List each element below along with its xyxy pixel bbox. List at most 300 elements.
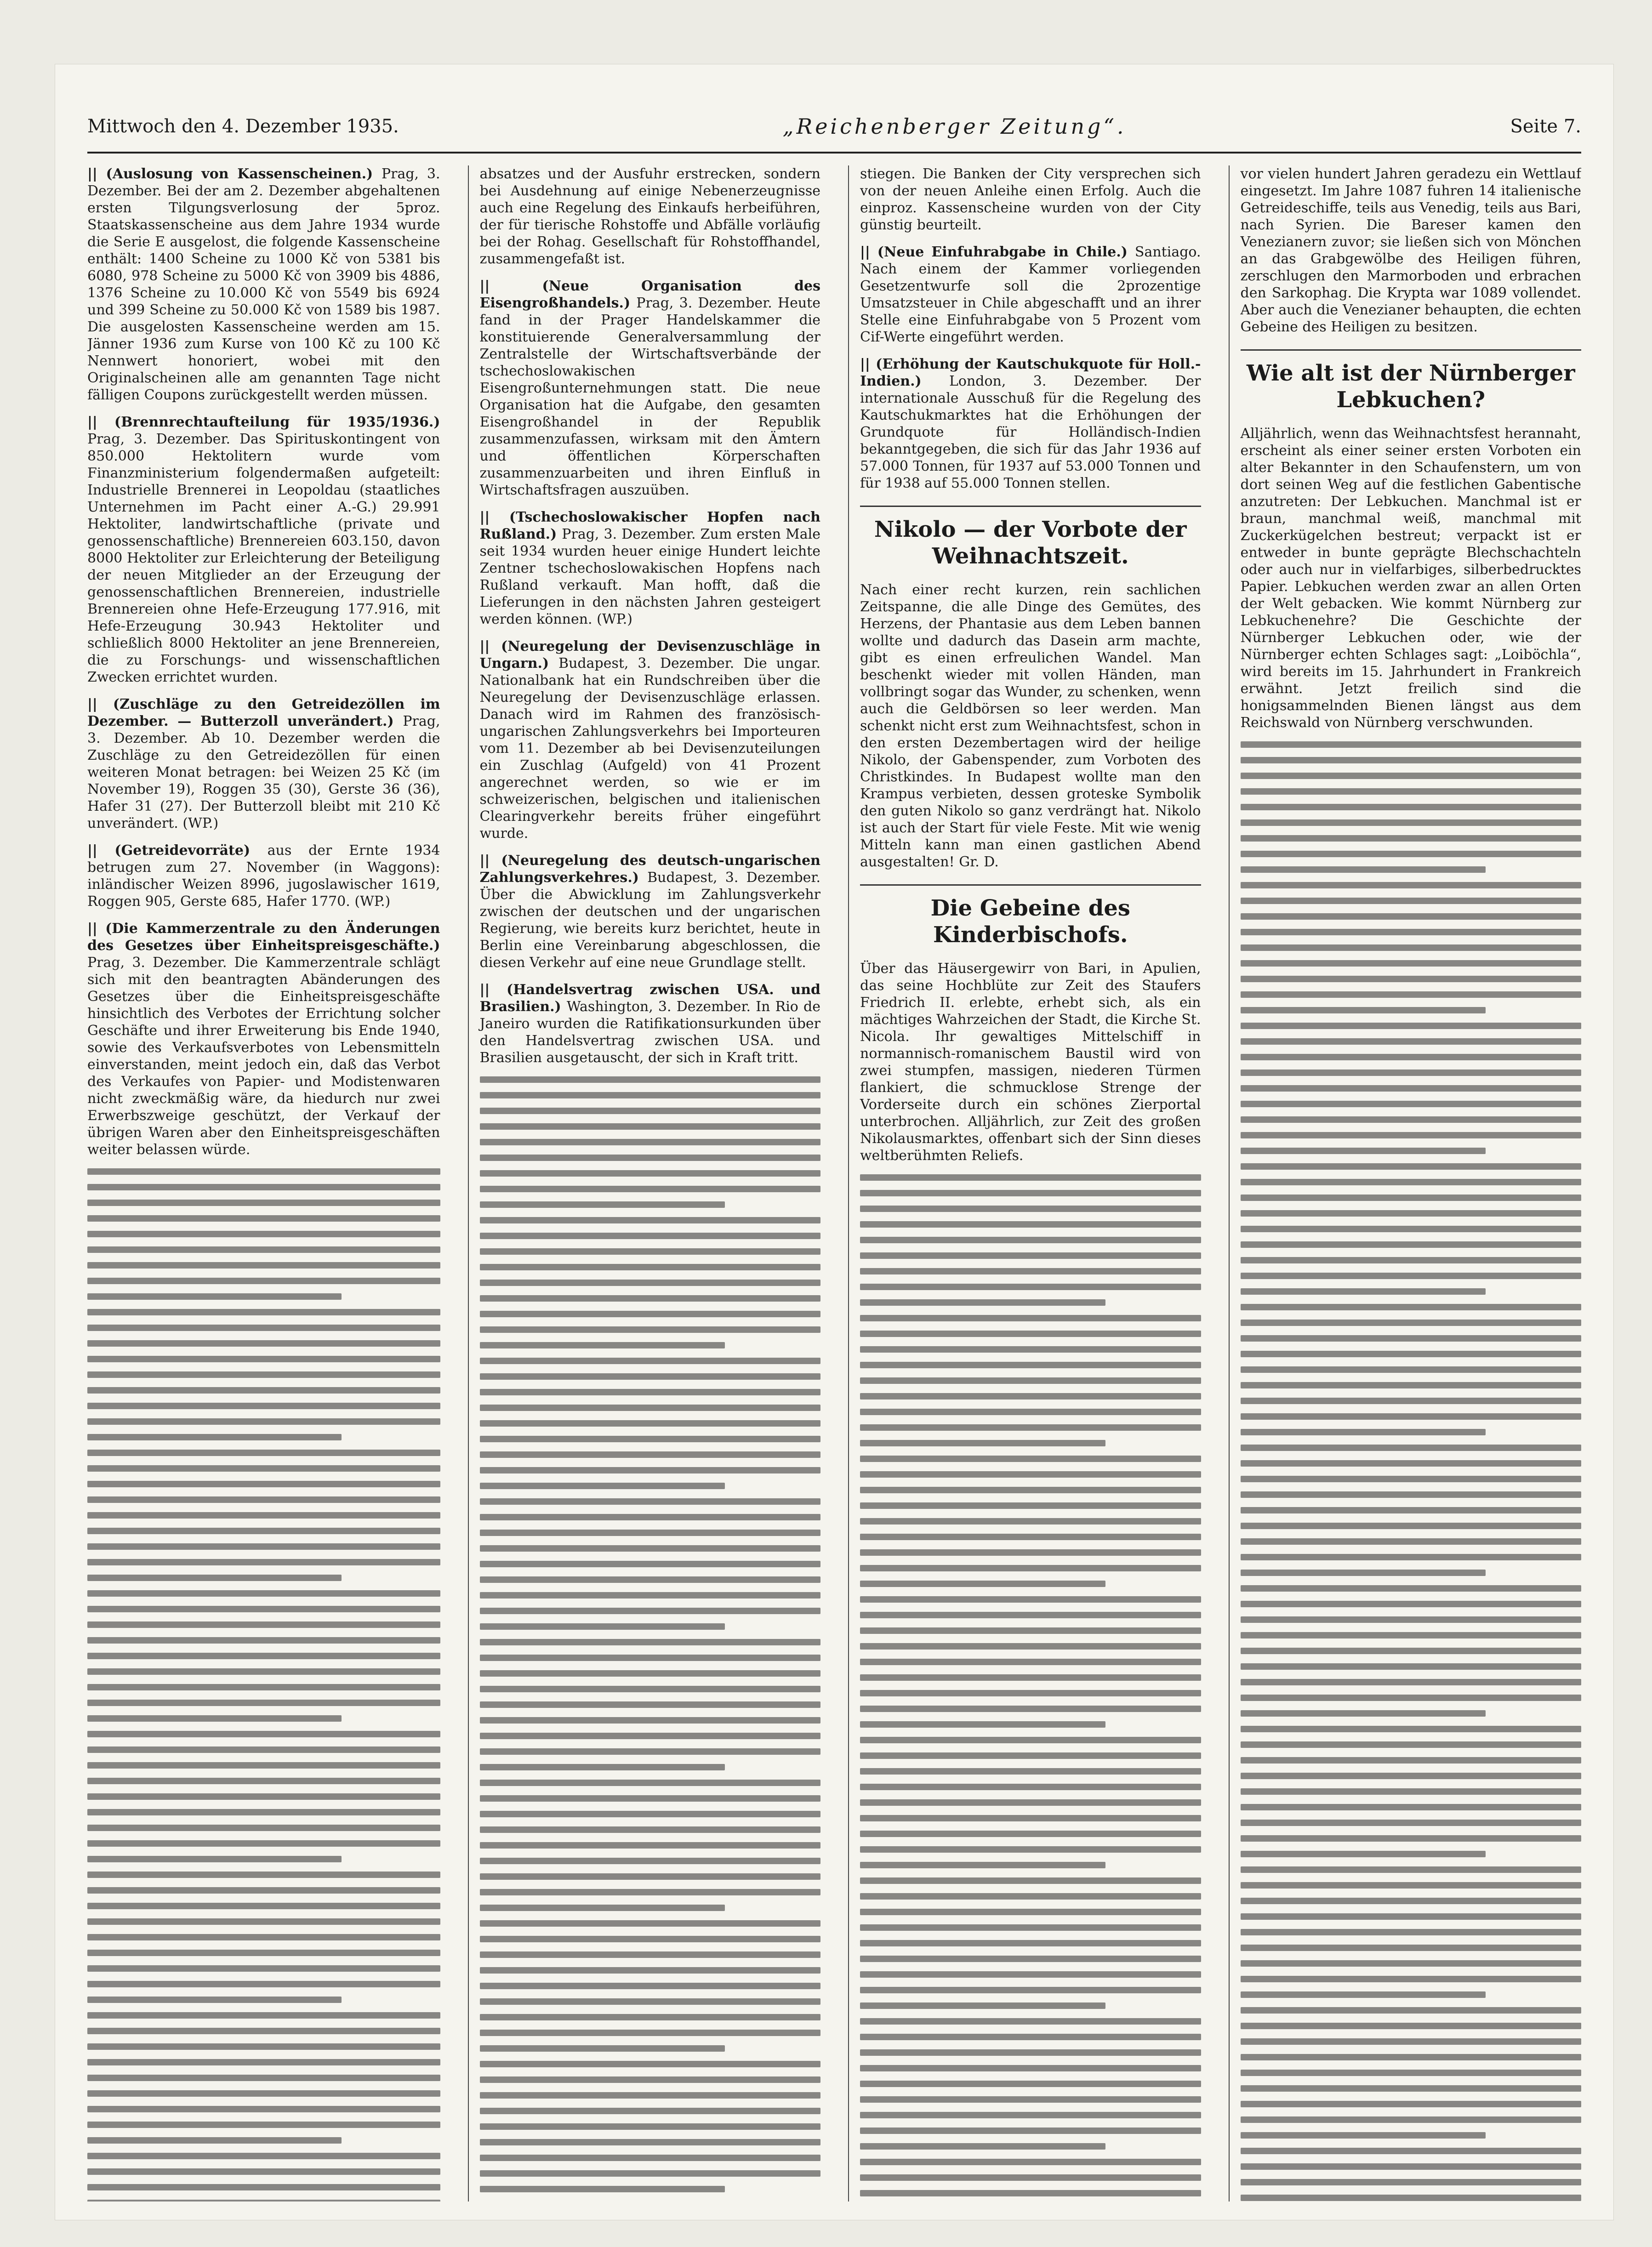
text-line	[1241, 1429, 1486, 1435]
text-line	[860, 1190, 1201, 1196]
article-text: || (Erhöhung der Kautschukquote für Holl.-Indien.) London, 3. Dezember. Der internationale Ausschuß für die Regelung des Kautschukmarktes hat die Erhöhungen der Grundquote für Holländisch-Indien bekanntgegeben, die sich für das Jahr 1936 auf 57.000 Tonnen, für 1937 auf 53.000 Tonnen und für 1938 auf 55.000 Tonnen stellen.	[860, 356, 1201, 491]
text-line	[87, 1653, 440, 1659]
article	[87, 165, 440, 404]
text-line	[860, 1909, 1201, 1915]
text-line	[1241, 2023, 1582, 2029]
column-2	[468, 165, 821, 2201]
text-line	[480, 1092, 821, 1098]
text-line	[87, 2168, 440, 2175]
text-line	[860, 1284, 1201, 1290]
text-line	[860, 1784, 1201, 1790]
text-line	[860, 1674, 1201, 1681]
text-line	[87, 1262, 440, 1269]
text-line	[480, 1623, 725, 1630]
text-line	[87, 1465, 440, 1472]
text-line	[480, 1451, 821, 1458]
article	[87, 696, 440, 832]
text-line	[87, 1278, 440, 1284]
text-line	[87, 1606, 440, 1612]
text-line	[480, 1155, 821, 1161]
text-line	[87, 1825, 440, 1831]
text-line	[87, 1621, 440, 1628]
page-number: Seite 7.	[1510, 116, 1581, 137]
text-line	[860, 2112, 1201, 2118]
article-title: Wie alt ist der Nürnberger Lebkuchen?	[1241, 349, 1582, 413]
text-line	[1241, 866, 1486, 873]
text-line	[860, 1502, 1201, 1509]
header-date: Mittwoch den 4. Dezember 1935.	[87, 116, 399, 137]
text-line	[860, 1737, 1201, 1743]
text-line	[860, 1206, 1201, 1212]
text-line	[480, 1139, 821, 1145]
text-line	[480, 2030, 821, 2036]
text-line	[480, 1967, 821, 1974]
article-head: || (Auslosung von Kassenscheinen.)	[87, 166, 382, 182]
text-line	[860, 1299, 1105, 1306]
text-line	[1241, 1945, 1582, 1951]
article-head: || (Tschechoslowakischer Hopfen nach Rußland.)	[479, 509, 820, 542]
text-line	[480, 1920, 821, 1927]
text-line	[1241, 1320, 1582, 1326]
article	[860, 244, 1201, 346]
article-text: || (Handelsvertrag zwischen USA. und Brasilien.) Washington, 3. Dezember. In Rio de Janeiro wurden die Ratifikationsurkunden über den Handelsvertrag zwischen USA. und Brasilien ausgetauscht, der sich in Kraft tritt.	[479, 982, 820, 1066]
text-line	[480, 1076, 821, 1083]
text-line	[87, 1887, 440, 1894]
text-line	[860, 1815, 1201, 1821]
text-line	[1241, 1398, 1582, 1404]
text-line	[480, 1483, 725, 1489]
text-line	[860, 1393, 1201, 1399]
text-line	[1241, 1991, 1486, 1998]
text-line	[87, 1715, 342, 1722]
text-line	[480, 1951, 821, 1958]
text-line	[480, 1873, 821, 1880]
text-line	[480, 1326, 821, 1333]
text-line	[1241, 2195, 1582, 2201]
text-line	[87, 1231, 440, 1237]
text-line	[480, 1170, 821, 1177]
text-line	[860, 1409, 1201, 1415]
text-line	[480, 2045, 725, 2052]
text-line	[1241, 1304, 1582, 1310]
text-line	[1241, 1491, 1582, 1498]
text-line	[87, 1856, 342, 1862]
text-line	[87, 1200, 440, 1206]
text-line	[860, 1643, 1201, 1650]
header-rule	[87, 152, 1581, 154]
text-line	[1241, 2070, 1582, 2076]
text-line	[480, 1686, 821, 1692]
text-line	[860, 1581, 1105, 1587]
text-line	[87, 1903, 440, 1909]
text-line	[860, 1549, 1201, 1556]
text-line	[480, 1545, 821, 1552]
text-line	[1241, 882, 1582, 888]
text-line	[860, 2190, 1201, 2196]
text-line	[1241, 1585, 1582, 1592]
text-line	[87, 2153, 440, 2159]
text-line	[480, 1405, 821, 1411]
article-text: stiegen. Die Banken der City versprechen sich von der neuen Anleihe einen Erfolg. Auch die einproz. Kassenscheine wurden von der City günstig beurteilt.	[860, 166, 1201, 233]
text-filler	[480, 1076, 821, 2201]
text-line	[87, 1965, 440, 1972]
text-line	[480, 1201, 725, 1208]
article-title: Die Gebeine des Kinderbischofs.	[860, 884, 1201, 948]
text-line	[860, 1971, 1201, 1978]
text-line	[480, 1655, 821, 1661]
newspaper-title: „Reichenberger Zeitung“.	[782, 114, 1127, 139]
article-title: Nikolo — der Vorbote der Weihnachtszeit.	[860, 506, 1201, 569]
text-line	[480, 1670, 821, 1677]
text-line	[860, 2159, 1201, 2165]
text-line	[87, 1403, 440, 1409]
text-line	[87, 1668, 440, 1675]
text-line	[1241, 1335, 1582, 1342]
text-line	[87, 1731, 440, 1737]
text-line	[480, 1217, 821, 1223]
article	[860, 356, 1201, 492]
text-line	[480, 1764, 725, 1770]
text-line	[1241, 2179, 1582, 2185]
text-line	[480, 2186, 725, 2192]
text-line	[87, 1762, 440, 1769]
text-line	[1241, 976, 1582, 982]
article-head: || (Neue Einfuhrabgabe in Chile.)	[860, 244, 1135, 260]
text-line	[87, 2200, 440, 2201]
text-line	[860, 1174, 1201, 1181]
text-line	[87, 1387, 440, 1394]
text-line	[87, 1684, 440, 1690]
text-line	[1241, 1179, 1582, 1185]
text-line	[480, 1264, 821, 1270]
text-line	[1241, 788, 1582, 795]
text-line	[1241, 2038, 1582, 2045]
text-line	[480, 1701, 821, 1708]
text-line	[480, 1358, 821, 1364]
article-text: || (Die Kammerzentrale zu den Änderungen des Gesetzes über Einheitspreisgeschäfte.) Prag, 3. Dezember. Die Kammerzentrale schlägt sich mit den beantragten Abänderungen des Gesetzes über die Einheitspreisgeschäfte hinsichtlich des Verbotes der Errichtung solcher Geschäfte und ihrer Erweiterung bis Ende 1940, sowie des Verkaufsverbotes von Lebensmitteln einverstanden, meint jedoch ein, daß das Verbot des Verkaufes von Papier- und Modistenwaren nicht zweckmäßig wäre, da hiedurch nur zwei Erwerbszweige geschützt, der Verkauf der übrigen Waren aber den Einheitspreisgeschäften weiter belassen würde.	[87, 921, 440, 1158]
text-line	[1241, 913, 1582, 920]
text-line	[860, 1956, 1201, 1962]
text-line	[1241, 1273, 1582, 1279]
newspaper-page	[55, 64, 1613, 2220]
text-line	[480, 1467, 821, 1473]
text-line	[860, 1456, 1201, 1462]
text-line	[1241, 1601, 1582, 1607]
text-line	[1241, 929, 1582, 935]
article-head: || (Die Kammerzentrale zu den Änderungen des Gesetzes über Einheitspreisgeschäfte.)	[87, 921, 440, 954]
article	[480, 278, 821, 499]
column-3	[848, 165, 1201, 2201]
text-line	[480, 2076, 821, 2083]
text-line	[1241, 1726, 1582, 1732]
text-line	[480, 2061, 821, 2067]
text-line	[860, 1424, 1201, 1431]
text-line	[1241, 1445, 1582, 1451]
text-line	[87, 1918, 440, 1925]
text-line	[480, 1108, 821, 1114]
article-head: || (Erhöhung der Kautschukquote für Holl.-Indien.)	[860, 356, 1201, 389]
text-line	[480, 1561, 821, 1567]
text-line	[860, 1768, 1201, 1775]
article-text: Über das Häusergewirr von Bari, in Apulien, das seine Hochblüte zur Zeit des Staufers Friedrich II. erlebte, erhebt sich, als ein mächtiges Wahrzeichen der Stadt, die Kirche St. Nicola. Ihr gewaltiges Mittelschiff in normannisch-romanischem Baustil wird von zwei stumpfen, massigen, niederen Türmen flankiert, die schmucklose Strenge der Vorderseite durch ein schönes Zierportal unterbrochen. Alljährlich, zur Zeit des großen Nikolausmarktes, offenbart sich der Sinn dieses weltberühmten Reliefs.	[860, 961, 1201, 1164]
text-line	[1241, 1132, 1582, 1138]
text-line	[860, 1362, 1201, 1368]
text-line	[860, 1690, 1201, 1696]
text-line	[87, 2043, 440, 2050]
text-line	[480, 1295, 821, 1302]
text-line	[1241, 2101, 1582, 2107]
text-line	[87, 1590, 440, 1597]
text-line	[860, 1893, 1201, 1900]
text-line	[87, 2122, 440, 2128]
article-text: vor vielen hundert Jahren geradezu ein Wettlauf eingesetzt. Im Jahre 1087 fuhren 14 italienische Getreideschiffe, teils aus Venedig, teils aus Bari, nach Syrien. Die Bareser kamen den Venezianern zuvor; sie ließen sich von Mönchen an das Grabgewölbe des Heiligen führen, zerschlugen den Marmorboden und erbrachen den Sarkophag. Die Krypta war 1089 vollendet. Aber auch die Venezianer behaupten, die echten Gebeine des Heiligen zu besitzen.	[1240, 166, 1581, 335]
text-line	[480, 1733, 821, 1739]
text-line	[480, 1389, 821, 1395]
text-line	[1241, 1148, 1486, 1154]
text-line	[1241, 1616, 1582, 1623]
text-line	[1241, 1538, 1582, 1545]
text-line	[860, 1752, 1201, 1759]
text-line	[1241, 1460, 1582, 1467]
text-line	[860, 1799, 1201, 1806]
text-line	[860, 2143, 1105, 2150]
text-line	[860, 1534, 1201, 1540]
text-line	[87, 1637, 440, 1644]
article-text: || (Getreidevorräte) aus der Ernte 1934 betrugen zum 27. November (in Waggons): inländischer Weizen 8996, jugoslawischer 1619, Roggen 905, Gerste 685, Hafer 1770. (WP.)	[87, 842, 440, 910]
text-line	[860, 1862, 1105, 1868]
text-line	[1241, 1038, 1582, 1045]
text-line	[860, 1612, 1201, 1618]
text-line	[860, 2049, 1201, 2056]
text-line	[87, 1371, 440, 1378]
text-line	[1241, 835, 1582, 842]
text-line	[1241, 1710, 1486, 1717]
text-line	[87, 1450, 440, 1456]
text-line	[1241, 1413, 1582, 1420]
text-line	[860, 1331, 1201, 1337]
article-columns	[87, 165, 1581, 2201]
text-line	[1241, 1523, 1582, 1529]
text-line	[87, 2184, 440, 2190]
text-line	[1241, 1101, 1582, 1107]
text-line	[860, 1940, 1201, 1946]
text-line	[480, 1983, 821, 1989]
text-line	[87, 1512, 440, 1519]
text-line	[1241, 1476, 1582, 1482]
article-text: Nach einer recht kurzen, rein sachlichen Zeitspanne, die alle Dinge des Gemütes, des Herzens, der Phantasie aus dem Leben bannen wollte und dadurch das Dasein arm machte, gibt es einen erfreulichen Wandel. Man beschenkt wieder mit vollen Händen, man vollbringt sogar das Wunder, zu schenken, wenn auch die Geldbörsen so leer werden. Man schenkt nicht erst zum Weihnachtsfest, schon in den ersten Dezembertagen wird der heilige Nikolo, der Gabenspender, zum Vorboten des Christkindes. In Budapest wollte man den Krampus verbieten, dessen groteske Symbolik den guten Nikolo so ganz verdrängt hat. Nikolo ist auch der Start für viele Feste. Mit wie wenig Mitteln kann man einen gastlichen Abend ausgestalten! Gr. D.	[860, 582, 1201, 870]
text-line	[1241, 1195, 1582, 1201]
text-line	[1241, 1648, 1582, 1654]
text-line	[480, 1842, 821, 1849]
text-line	[1241, 1241, 1582, 1248]
article-text: || (Neue Einfuhrabgabe in Chile.) Santiago. Nach einem der Kammer vorliegenden Gesetzentwurfe soll die 2prozentige Umsatzsteuer in Chile abgeschafft und an ihrer Stelle eine Einfuhrabgabe von 5 Prozent vom Cif-Werte eingeführt werden.	[860, 244, 1201, 345]
text-line	[480, 1248, 821, 1255]
text-line	[1241, 1069, 1582, 1076]
text-line	[87, 1481, 440, 1487]
text-line	[87, 2090, 440, 2097]
text-line	[480, 1123, 821, 1130]
article	[480, 852, 821, 971]
text-line	[1241, 1851, 1486, 1857]
text-line	[87, 2012, 440, 2019]
text-line	[860, 1627, 1201, 1634]
text-line	[1241, 1116, 1582, 1123]
text-line	[87, 1434, 342, 1440]
text-line	[87, 2075, 440, 2081]
text-line	[87, 1793, 440, 1800]
article	[860, 165, 1201, 233]
article-text: || (Neue Organisation des Eisengroßhandels.) Prag, 3. Dezember. Heute fand in der Prager Handelskammer die konstituierende Generalversammlung der Zentralstelle der Wirtschaftsverbände der tschechoslowakischen Eisengroßunternehmungen statt. Die neue Organisation hat die Aufgabe, den gesamten Eisengroßhandel in der Republik zusammenzufassen, wirksam mit den Ämtern und öffentlichen Körperschaften zusammenzuarbeiten und ihren Einfluß in Wirtschaftsfragen auszuüben.	[479, 278, 820, 498]
text-line	[860, 1659, 1201, 1665]
text-line	[480, 1639, 821, 1645]
text-line	[860, 1346, 1201, 1353]
text-line	[860, 1721, 1105, 1728]
text-line	[1241, 1898, 1582, 1904]
text-line	[480, 1905, 725, 1911]
text-line	[480, 1233, 821, 1239]
text-line	[1241, 1085, 1582, 1092]
text-line	[1241, 1570, 1486, 1576]
text-line	[1241, 1804, 1582, 1810]
text-line	[480, 1186, 821, 1192]
text-line	[860, 1518, 1201, 1525]
text-line	[1241, 1382, 1582, 1388]
text-line	[480, 1342, 725, 1348]
text-line	[860, 1315, 1201, 1321]
text-line	[1241, 2007, 1582, 2014]
article	[480, 509, 821, 628]
text-line	[860, 2174, 1201, 2181]
text-line	[87, 1934, 440, 1940]
text-line	[87, 1215, 440, 1222]
text-line	[87, 1700, 440, 1706]
text-line	[860, 1221, 1201, 1228]
text-line	[1241, 1835, 1582, 1842]
article	[87, 920, 440, 1158]
text-line	[480, 1436, 821, 1442]
text-line	[1241, 991, 1582, 998]
text-line	[1241, 1288, 1486, 1295]
text-line	[860, 2018, 1201, 2025]
text-line	[860, 1877, 1201, 1884]
text-line	[1241, 819, 1582, 826]
text-line	[1241, 1507, 1582, 1513]
text-line	[860, 1440, 1105, 1446]
text-line	[480, 1811, 821, 1817]
text-line	[1241, 2163, 1582, 2170]
text-line	[860, 2081, 1201, 2087]
text-line	[480, 2139, 821, 2145]
article	[1241, 165, 1582, 336]
text-line	[87, 1575, 342, 1581]
text-line	[1241, 2148, 1582, 2154]
text-line	[480, 1780, 821, 1786]
text-line	[480, 2155, 821, 2161]
text-line	[87, 2059, 440, 2065]
text-line	[480, 1530, 821, 1536]
article	[480, 981, 821, 1066]
text-line	[1241, 757, 1582, 763]
article-text: || (Neuregelung des deutsch-ungarischen Zahlungsverkehres.) Budapest, 3. Dezember. Über die Abwicklung im Zahlungsverkehr zwischen der deutschen und der ungarischen Regierung, wie bereits kurz berichtet, heute in Berlin eine Vereinbarung abgeschlossen, die diesen Verkehr auf eine neue Grundlage stellt.	[479, 853, 820, 971]
text-line	[1241, 1023, 1582, 1029]
text-line	[87, 1309, 440, 1315]
text-line	[87, 1746, 440, 1753]
article	[1241, 349, 1582, 731]
text-line	[480, 1826, 821, 1833]
article-text: absatzes und der Ausfuhr erstrecken, sondern bei Ausdehnung auf einige Nebenerzeugnisse auch eine Regelung des Einkaufs herbeiführen, der für tierische Rohstoffe und Abfälle vorläufig bei der Rohag. Gesellschaft für Rohstoffhandel, zusammengefaßt ist.	[479, 166, 820, 267]
text-line	[480, 1717, 821, 1724]
text-line	[1241, 773, 1582, 779]
article	[87, 414, 440, 686]
text-line	[480, 2092, 821, 2099]
text-filler	[860, 1174, 1201, 2201]
text-line	[860, 1565, 1201, 1571]
text-line	[87, 1168, 440, 1175]
article-text: || (Neuregelung der Devisenzuschläge in Ungarn.) Budapest, 3. Dezember. Die ungar. Nationalbank hat ein Rundschreiben über die Neuregelung der Devisenzuschläge erlassen. Danach wird im Rahmen des französisch-ungarischen Zahlungsverkehrs bei Importeuren vom 11. Dezember ab bei Devisenzuteilungen ein Zuschlag (Aufgeld) von 41 Prozent angerechnet werden, so wie er im schweizerischen, belgischen und italienischen Clearingverkehr bereits früher eingeführt wurde.	[479, 638, 820, 842]
text-line	[480, 1936, 821, 1942]
article	[860, 506, 1201, 870]
text-line	[87, 1340, 440, 1347]
article-head: || (Neue Organisation des Eisengroßhandels.)	[479, 278, 820, 311]
text-line	[860, 2096, 1201, 2103]
text-line	[1241, 944, 1582, 951]
text-line	[1241, 1554, 1582, 1560]
text-line	[1241, 1976, 1582, 1982]
text-line	[480, 2123, 821, 2130]
text-line	[860, 2128, 1201, 2134]
article-head: || (Handelsvertrag zwischen USA. und Brasilien.)	[479, 982, 820, 1015]
text-line	[1241, 851, 1582, 857]
text-line	[1241, 1007, 1486, 1013]
text-line	[87, 1246, 440, 1253]
text-line	[1241, 1210, 1582, 1217]
article-head: || (Neuregelung der Devisenzuschläge in Ungarn.)	[479, 638, 820, 671]
text-line	[480, 1420, 821, 1427]
text-line	[1241, 1741, 1582, 1748]
text-line	[860, 1924, 1201, 1931]
text-line	[1241, 2054, 1582, 2060]
text-line	[480, 1280, 821, 1286]
text-line	[480, 1576, 821, 1583]
text-line	[1241, 1366, 1582, 1373]
text-line	[87, 1418, 440, 1425]
text-line	[1241, 1163, 1582, 1170]
article-head: || (Neuregelung des deutsch-ungarischen Zahlungsverkehres.)	[479, 853, 820, 886]
text-line	[1241, 1351, 1582, 1357]
text-line	[480, 2014, 821, 2020]
text-line	[480, 1998, 821, 2005]
text-line	[87, 2137, 342, 2144]
text-line	[1241, 1866, 1582, 1873]
text-line	[480, 1889, 821, 1895]
article-head: || (Getreidevorräte)	[87, 842, 268, 859]
article	[480, 638, 821, 842]
text-line	[1241, 1788, 1582, 1795]
text-line	[87, 1528, 440, 1534]
text-line	[87, 1356, 440, 1362]
text-line	[480, 1608, 821, 1614]
text-line	[1241, 898, 1582, 904]
text-line	[480, 1592, 821, 1598]
text-line	[1241, 804, 1582, 810]
text-line	[860, 1252, 1201, 1259]
text-line	[1241, 1960, 1582, 1967]
text-line	[860, 1987, 1201, 1993]
text-line	[480, 1373, 821, 1380]
text-line	[1241, 2085, 1582, 2092]
text-line	[860, 1237, 1201, 1243]
article	[480, 165, 821, 267]
